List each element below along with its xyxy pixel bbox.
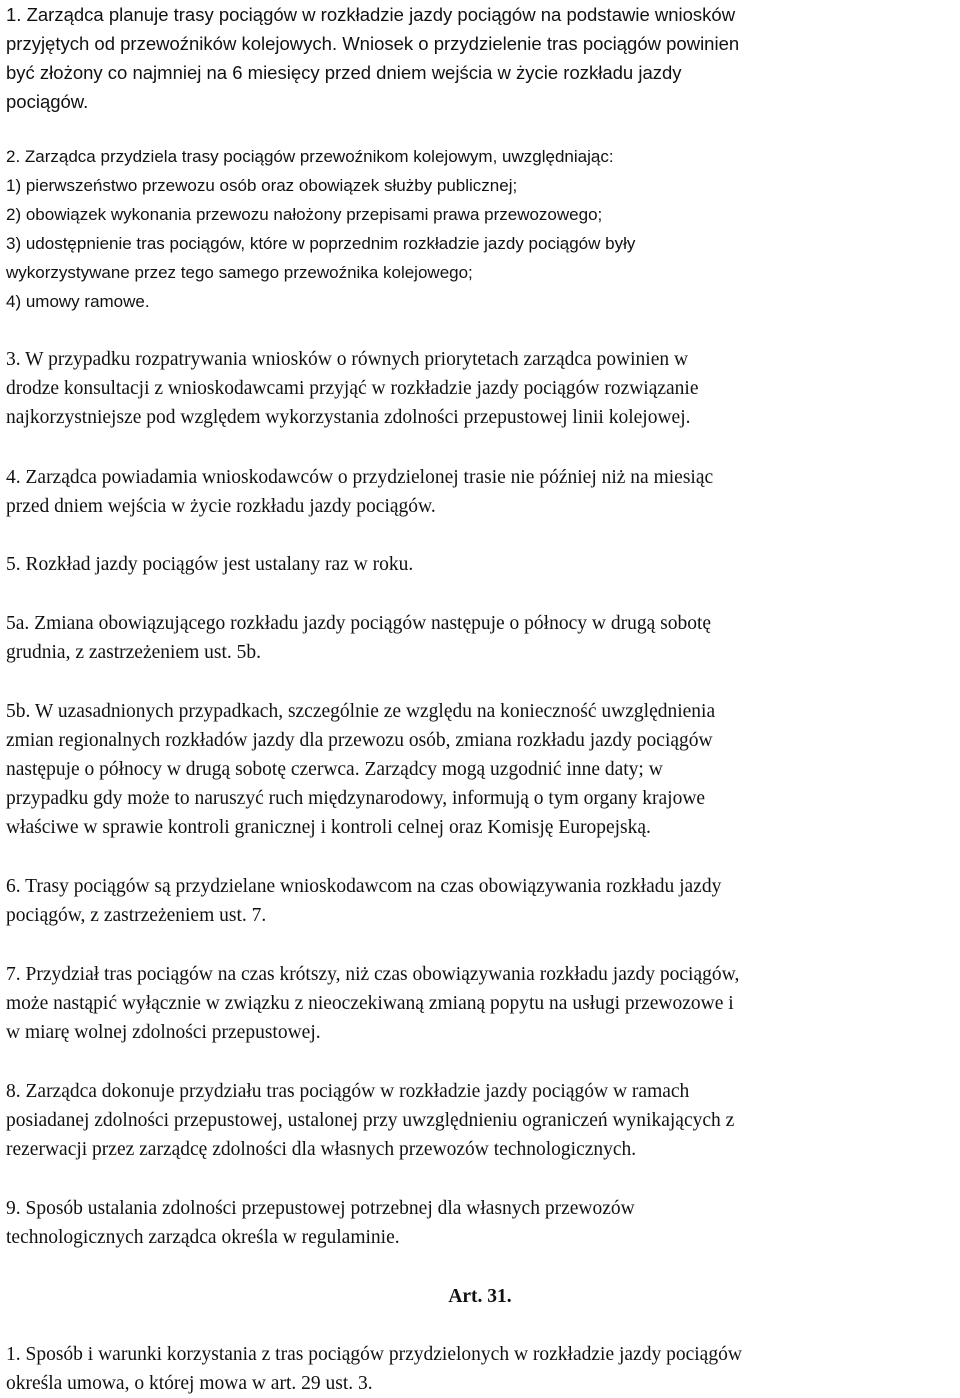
- text-line: zmian regionalnych rozkładów jazdy dla przewozu osób, zmiana rozkładu jazdy pociągów: [6, 730, 713, 751]
- text-line: posiadanej zdolności przepustowej, ustalonej przy uwzględnieniu ograniczeń wynikających z: [6, 1110, 735, 1131]
- text-line: przed dniem wejścia w życie rozkładu jazdy pociągów.: [6, 496, 436, 517]
- text-line: właściwe w sprawie kontroli granicznej i kontroli celnej oraz Komisję Europejską.: [6, 817, 651, 838]
- text-line: być złożony co najmniej na 6 miesięcy przed dniem wejścia w życie rozkładu jazdy: [6, 62, 682, 83]
- paragraph-7: [6, 960, 956, 1047]
- list-item: 4) umowy ramowe.: [6, 292, 150, 311]
- text-line: pociągów.: [6, 91, 89, 112]
- paragraph-5b: [6, 697, 956, 842]
- list-item: 2) obowiązek wykonania przewozu nałożony przepisami prawa przewozowego;: [6, 205, 603, 224]
- article-heading: Art. 31.: [448, 1286, 512, 1307]
- article-paragraph-1: [6, 1340, 956, 1398]
- text-line: drodze konsultacji z wnioskodawcami przyjąć w rozkładzie jazdy pociągów rozwiązanie: [6, 378, 699, 399]
- text-line: pociągów, z zastrzeżeniem ust. 7.: [6, 905, 267, 926]
- paragraph-1: [6, 0, 956, 116]
- text-line: 7. Przydział tras pociągów na czas krótszy, niż czas obowiązywania rozkładu jazdy pociągów,: [6, 964, 740, 985]
- text-line: w miarę wolnej zdolności przepustowej.: [6, 1022, 321, 1043]
- text-line: grudnia, z zastrzeżeniem ust. 5b.: [6, 642, 262, 663]
- text-line: 6. Trasy pociągów są przydzielane wnioskodawcom na czas obowiązywania rozkładu jazdy: [6, 876, 722, 897]
- list-item: 1) pierwszeństwo przewozu osób oraz obowiązek służby publicznej;: [6, 176, 518, 195]
- text-line: 1. Zarządca planuje trasy pociągów w rozkładzie jazdy pociągów na podstawie wniosków: [6, 4, 736, 25]
- text-line: przypadku gdy może to naruszyć ruch międzynarodowy, informują o tym organy krajowe: [6, 788, 706, 809]
- paragraph-4: [6, 463, 956, 521]
- paragraph-3: [6, 345, 956, 432]
- text-line: technologicznych zarządca określa w regulaminie.: [6, 1227, 400, 1248]
- text-line: określa umowa, o której mowa w art. 29 ust. 3.: [6, 1373, 373, 1394]
- text-line: przyjętych od przewoźników kolejowych. Wniosek o przydzielenie tras pociągów powinien: [6, 33, 740, 54]
- text-line: 4. Zarządca powiadamia wnioskodawców o przydzielonej trasie nie później niż na miesiąc: [6, 467, 714, 488]
- text-line: następuje o północy w drugą sobotę czerwca. Zarządcy mogą uzgodnić inne daty; w: [6, 759, 663, 780]
- text-line: 9. Sposób ustalania zdolności przepustowej potrzebnej dla własnych przewozów: [6, 1198, 635, 1219]
- text-line: 2. Zarządca przydziela trasy pociągów przewoźnikom kolejowym, uwzględniając:: [6, 147, 614, 166]
- paragraph-9: [6, 1194, 956, 1252]
- paragraph-8: [6, 1077, 956, 1164]
- text-line: 5. Rozkład jazdy pociągów jest ustalany raz w roku.: [6, 554, 414, 575]
- text-line: 3. W przypadku rozpatrywania wniosków o równych priorytetach zarządca powinien w: [6, 349, 689, 370]
- text-line: 1. Sposób i warunki korzystania z tras pociągów przydzielonych w rozkładzie jazdy pociągów: [6, 1344, 742, 1365]
- list-item: 3) udostępnienie tras pociągów, które w poprzednim rozkładzie jazdy pociągów były: [6, 234, 636, 253]
- text-line: najkorzystniejsze pod względem wykorzystania zdolności przepustowej linii kolejowej.: [6, 407, 691, 428]
- text-line: wykorzystywane przez tego samego przewoźnika kolejowego;: [6, 263, 473, 282]
- text-line: rezerwacji przez zarządcę zdolności dla własnych przewozów technologicznych.: [6, 1139, 637, 1160]
- text-line: może nastąpić wyłącznie w związku z nieoczekiwaną zmianą popytu na usługi przewozowe i: [6, 993, 734, 1014]
- text-line: 8. Zarządca dokonuje przydziału tras pociągów w rozkładzie jazdy pociągów w ramach: [6, 1081, 690, 1102]
- text-line: 5a. Zmiana obowiązującego rozkładu jazdy pociągów następuje o północy w drugą sobotę: [6, 613, 712, 634]
- paragraph-2: [6, 142, 956, 316]
- paragraph-5a: [6, 609, 956, 667]
- text-line: 5b. W uzasadnionych przypadkach, szczególnie ze względu na konieczność uwzględnienia: [6, 701, 716, 722]
- paragraph-5: [6, 550, 956, 579]
- paragraph-6: [6, 872, 956, 930]
